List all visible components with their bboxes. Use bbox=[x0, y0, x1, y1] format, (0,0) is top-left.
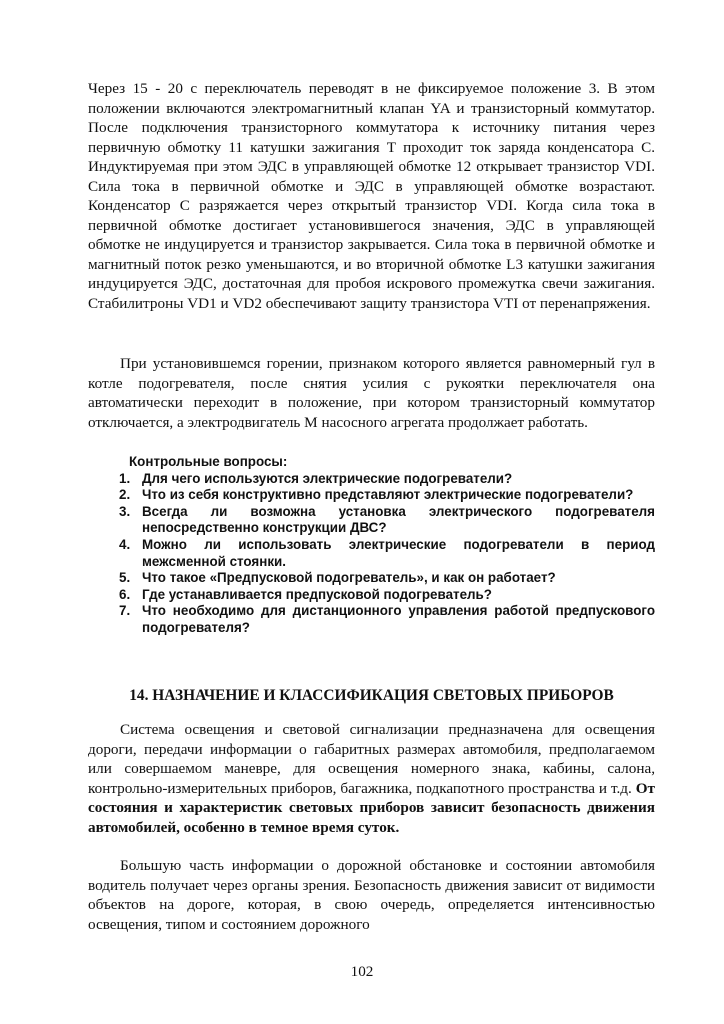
question-text: Всегда ли возможна установка электрического подогревателя непосредственно конструкции ДВС? bbox=[142, 503, 655, 536]
question-item bbox=[112, 487, 655, 504]
question-text: Для чего используются электрические подогреватели? bbox=[142, 470, 513, 486]
paragraph-2-text: При установившемся горении, признаком которого является равномерный гул в котле подогревателя, после снятия усилия с рукоятки переключателя она автоматически переходит в положение, при котором транзисторный коммутатор отключается, а электродвигатель М насосного агрегата продолжает работать. bbox=[88, 355, 655, 431]
paragraph-ignition bbox=[88, 79, 655, 313]
section-title: 14. НАЗНАЧЕНИЕ И КЛАССИФИКАЦИЯ СВЕТОВЫХ ПРИБОРОВ bbox=[129, 687, 614, 704]
question-text: Что из себя конструктивно представляют электрические подогреватели? bbox=[142, 487, 634, 503]
question-number: 3. bbox=[119, 503, 131, 519]
paragraph-lighting-purpose bbox=[88, 720, 655, 837]
question-text: Что такое «Предпусковой подогреватель», и как он работает? bbox=[142, 570, 556, 586]
questions-heading: Контрольные вопросы: bbox=[129, 454, 288, 469]
paragraph-visibility bbox=[88, 856, 655, 934]
paragraph-combustion bbox=[88, 354, 655, 432]
question-number: 6. bbox=[119, 586, 131, 602]
question-text: Где устанавливается предпусковой подогреватель? bbox=[142, 586, 492, 602]
paragraph-3-text bbox=[88, 720, 655, 837]
questions-list bbox=[112, 471, 655, 637]
question-number: 2. bbox=[119, 487, 131, 503]
paragraph-4-text: Большую часть информации о дорожной обстановке и состоянии автомобиля водитель получает через органы зрения. Безопасность движения зависит от видимости объектов на дороге, которая, в свою очередь, определяется интенсивностью освещения, типом и состоянием дорожного bbox=[88, 857, 655, 933]
question-number: 7. bbox=[119, 603, 131, 619]
question-item bbox=[112, 603, 655, 636]
paragraph-1-text: Через 15 - 20 с переключатель переводят в не фиксируемое положение 3. В этом положении включаются электромагнитный клапан YA и транзисторный коммутатор. После подключения транзисторного коммутатора к источнику питания через первичную обмотку 11 катушки зажигания Т проходит ток заряда конденсатора С. Индуктируемая при этом ЭДС в управляющей обмотке 12 открывает транзистор VDI. Сила тока в первичной обмотке и ЭДС в управляющей обмотке возрастают. Конденсатор С разряжается через открытый транзистор VDI. Когда сила тока в первичной обмотке достигает установившегося значения, ЭДС в управляющей обмотке не индуцируется и транзистор закрывается. Сила тока в первичной обмотке и магнитный поток резко уменьшаются, и во вторичной обмотке L3 катушки зажигания индуцируется ЭДС, достаточная для пробоя искрового промежутка свечи зажигания. Стабилитроны VD1 и VD2 обеспечивают защиту транзистора VTI от перенапряжения. bbox=[88, 80, 655, 312]
paragraph-3-bold: От состояния и характеристик световых приборов зависит безопасность движения автомобилей, особенно в темное время суток. bbox=[88, 779, 655, 836]
control-questions bbox=[112, 454, 655, 637]
question-text: Что необходимо для дистанционного управления работой предпускового подогревателя? bbox=[142, 603, 655, 635]
question-number: 1. bbox=[119, 470, 131, 486]
question-number: 5. bbox=[119, 570, 131, 586]
question-item bbox=[112, 537, 655, 570]
paragraph-3-normal: Система освещения и световой сигнализации предназначена для освещения дороги, передачи информации о габаритных размерах автомобиля, предполагаемом или совершаемом маневре, для освещения номерного знака, кабины, салона, контрольно-измерительных приборов, багажника, подкапотного пространства и т.д. bbox=[88, 721, 655, 797]
page-number: 102 bbox=[350, 963, 374, 980]
question-item bbox=[112, 504, 655, 537]
question-item bbox=[112, 471, 655, 488]
question-text: Можно ли использовать электрические подогреватели в период межсменной стоянки. bbox=[142, 536, 655, 569]
question-item bbox=[112, 570, 655, 587]
question-number: 4. bbox=[119, 536, 131, 552]
question-item bbox=[112, 587, 655, 604]
